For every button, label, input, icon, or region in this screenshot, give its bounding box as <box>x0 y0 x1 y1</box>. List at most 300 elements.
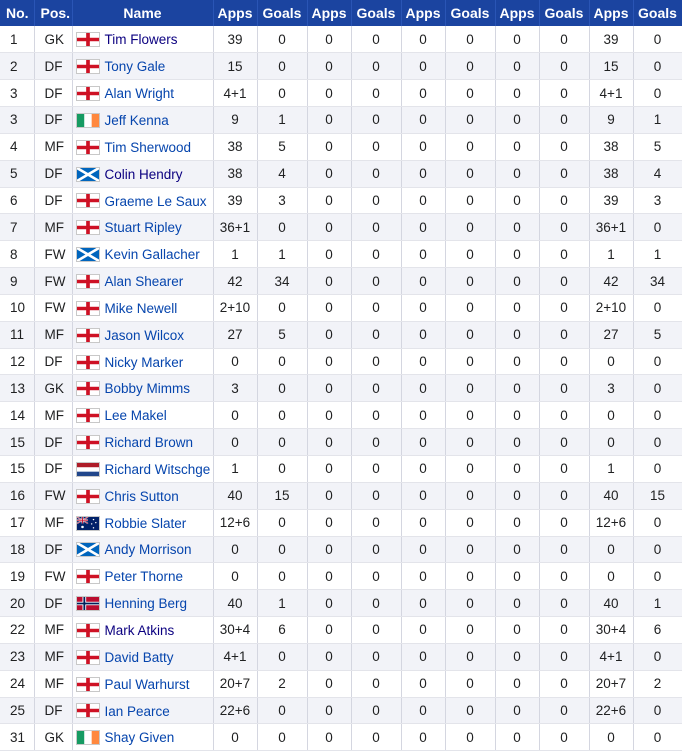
league-apps: 20+7 <box>213 670 257 697</box>
total-apps: 20+7 <box>589 670 633 697</box>
player-name-link[interactable]: Paul Warhurst <box>104 676 190 692</box>
league-apps: 2+10 <box>213 294 257 321</box>
total-goals: 0 <box>633 26 682 53</box>
total-apps: 0 <box>589 429 633 456</box>
header-league-cup-goals[interactable]: Goals <box>445 0 495 26</box>
europe-apps: 0 <box>495 133 539 160</box>
fa-cup-apps: 0 <box>307 643 351 670</box>
player-cell <box>72 375 213 402</box>
total-goals: 5 <box>633 133 682 160</box>
league-goals: 0 <box>257 536 307 563</box>
league-apps: 0 <box>213 429 257 456</box>
squad-number: 18 <box>0 536 34 563</box>
fa-cup-goals: 0 <box>351 402 401 429</box>
player-cell <box>72 26 213 53</box>
league-cup-apps: 0 <box>401 268 445 295</box>
fa-cup-apps: 0 <box>307 107 351 134</box>
squad-number: 22 <box>0 617 34 644</box>
position: DF <box>34 53 72 80</box>
fa-cup-apps: 0 <box>307 53 351 80</box>
league-cup-goals: 0 <box>445 375 495 402</box>
header-league-cup-apps[interactable]: Apps <box>401 0 445 26</box>
fa-cup-goals: 0 <box>351 643 401 670</box>
england-flag-icon[interactable] <box>76 193 100 208</box>
league-cup-goals: 0 <box>445 241 495 268</box>
league-cup-apps: 0 <box>401 590 445 617</box>
total-apps: 27 <box>589 321 633 348</box>
total-goals: 0 <box>633 563 682 590</box>
europe-apps: 0 <box>495 402 539 429</box>
player-cell <box>72 563 213 590</box>
england-flag-icon[interactable] <box>76 650 100 665</box>
total-goals: 3 <box>633 187 682 214</box>
table-row <box>0 53 682 80</box>
league-goals: 0 <box>257 348 307 375</box>
fa-cup-goals: 0 <box>351 563 401 590</box>
position: MF <box>34 402 72 429</box>
player-name-link[interactable]: Stuart Ripley <box>104 220 182 236</box>
player-cell <box>72 536 213 563</box>
league-goals: 0 <box>257 643 307 670</box>
squad-number: 23 <box>0 643 34 670</box>
squad-number: 3 <box>0 107 34 134</box>
squad-number: 20 <box>0 590 34 617</box>
fa-cup-goals: 0 <box>351 536 401 563</box>
fa-cup-apps: 0 <box>307 268 351 295</box>
fa-cup-goals: 0 <box>351 509 401 536</box>
league-cup-goals: 0 <box>445 187 495 214</box>
league-cup-apps: 0 <box>401 53 445 80</box>
england-flag-icon[interactable] <box>76 677 100 692</box>
position: MF <box>34 214 72 241</box>
scotland-flag-icon[interactable] <box>76 542 100 557</box>
league-apps: 0 <box>213 348 257 375</box>
player-cell <box>72 268 213 295</box>
europe-goals: 0 <box>539 375 589 402</box>
fa-cup-apps: 0 <box>307 482 351 509</box>
europe-goals: 0 <box>539 456 589 483</box>
table-row <box>0 697 682 724</box>
total-goals: 0 <box>633 697 682 724</box>
player-name-link[interactable]: Chris Sutton <box>104 488 179 504</box>
fa-cup-goals: 0 <box>351 724 401 751</box>
england-flag-icon[interactable] <box>76 274 100 289</box>
player-cell <box>72 348 213 375</box>
header-name[interactable]: Name <box>72 0 213 26</box>
fa-cup-apps: 0 <box>307 724 351 751</box>
player-cell <box>72 133 213 160</box>
fa-cup-apps: 0 <box>307 563 351 590</box>
table-row <box>0 509 682 536</box>
europe-goals: 0 <box>539 321 589 348</box>
league-cup-apps: 0 <box>401 456 445 483</box>
total-apps: 22+6 <box>589 697 633 724</box>
league-goals: 1 <box>257 107 307 134</box>
england-flag-icon[interactable] <box>76 569 100 584</box>
fa-cup-apps: 0 <box>307 509 351 536</box>
league-goals: 0 <box>257 429 307 456</box>
player-name-link[interactable]: Jason Wilcox <box>104 327 185 343</box>
table-row <box>0 348 682 375</box>
total-goals: 1 <box>633 107 682 134</box>
position: MF <box>34 617 72 644</box>
position: DF <box>34 80 72 107</box>
england-flag-icon[interactable] <box>76 301 100 316</box>
header-number[interactable]: No. <box>0 0 34 26</box>
australia-flag-icon[interactable] <box>76 516 100 531</box>
total-apps: 0 <box>589 724 633 751</box>
norway-flag-icon[interactable] <box>76 596 100 611</box>
fa-cup-apps: 0 <box>307 26 351 53</box>
fa-cup-apps: 0 <box>307 536 351 563</box>
europe-apps: 0 <box>495 429 539 456</box>
europe-goals: 0 <box>539 724 589 751</box>
total-apps: 9 <box>589 107 633 134</box>
table-row <box>0 80 682 107</box>
fa-cup-apps: 0 <box>307 80 351 107</box>
fa-cup-goals: 0 <box>351 429 401 456</box>
fa-cup-apps: 0 <box>307 294 351 321</box>
league-goals: 0 <box>257 724 307 751</box>
europe-goals: 0 <box>539 26 589 53</box>
player-name-link[interactable]: Tim Sherwood <box>104 139 192 155</box>
table-row <box>0 456 682 483</box>
player-name-link[interactable]: David Batty <box>104 649 174 665</box>
league-apps: 38 <box>213 160 257 187</box>
player-name-link[interactable]: Tim Flowers <box>104 32 178 48</box>
header-total-goals[interactable]: Goals <box>633 0 682 26</box>
table-body <box>0 26 682 751</box>
fa-cup-apps: 0 <box>307 214 351 241</box>
fa-cup-apps: 0 <box>307 160 351 187</box>
squad-number: 10 <box>0 294 34 321</box>
europe-apps: 0 <box>495 107 539 134</box>
league-apps: 40 <box>213 482 257 509</box>
position: MF <box>34 133 72 160</box>
player-name-link[interactable]: Tony Gale <box>104 59 166 75</box>
league-cup-apps: 0 <box>401 294 445 321</box>
table-row <box>0 482 682 509</box>
total-goals: 0 <box>633 348 682 375</box>
header-row <box>0 0 682 26</box>
player-cell <box>72 482 213 509</box>
table-row <box>0 107 682 134</box>
player-name-link[interactable]: Colin Hendry <box>104 166 183 182</box>
squad-number: 16 <box>0 482 34 509</box>
position: FW <box>34 241 72 268</box>
england-flag-icon[interactable] <box>76 32 100 47</box>
fa-cup-apps: 0 <box>307 348 351 375</box>
league-cup-goals: 0 <box>445 429 495 456</box>
total-goals: 0 <box>633 456 682 483</box>
england-flag-icon[interactable] <box>76 623 100 638</box>
league-cup-goals: 0 <box>445 456 495 483</box>
league-apps: 36+1 <box>213 214 257 241</box>
player-name-link[interactable]: Mike Newell <box>104 300 178 316</box>
europe-apps: 0 <box>495 617 539 644</box>
league-cup-goals: 0 <box>445 268 495 295</box>
player-name-link[interactable]: Alan Shearer <box>104 273 184 289</box>
league-goals: 0 <box>257 697 307 724</box>
total-goals: 5 <box>633 321 682 348</box>
league-cup-goals: 0 <box>445 160 495 187</box>
table-row <box>0 563 682 590</box>
player-name-link[interactable]: Jeff Kenna <box>104 112 169 128</box>
europe-goals: 0 <box>539 643 589 670</box>
netherlands-flag-icon[interactable] <box>76 462 100 477</box>
england-flag-icon[interactable] <box>76 220 100 235</box>
league-goals: 34 <box>257 268 307 295</box>
position: GK <box>34 375 72 402</box>
squad-number: 24 <box>0 670 34 697</box>
squad-number: 13 <box>0 375 34 402</box>
player-cell <box>72 53 213 80</box>
fa-cup-goals: 0 <box>351 26 401 53</box>
league-apps: 1 <box>213 456 257 483</box>
league-goals: 0 <box>257 402 307 429</box>
squad-number: 3 <box>0 80 34 107</box>
player-name-link[interactable]: Graeme Le Saux <box>104 193 207 209</box>
league-goals: 0 <box>257 53 307 80</box>
player-name-link[interactable]: Nicky Marker <box>104 354 184 370</box>
league-goals: 0 <box>257 214 307 241</box>
europe-goals: 0 <box>539 617 589 644</box>
header-league-goals[interactable]: Goals <box>257 0 307 26</box>
header-total-apps[interactable]: Apps <box>589 0 633 26</box>
player-cell <box>72 160 213 187</box>
europe-goals: 0 <box>539 429 589 456</box>
europe-goals: 0 <box>539 563 589 590</box>
league-cup-apps: 0 <box>401 429 445 456</box>
europe-apps: 0 <box>495 509 539 536</box>
europe-apps: 0 <box>495 697 539 724</box>
fa-cup-goals: 0 <box>351 670 401 697</box>
total-apps: 38 <box>589 133 633 160</box>
player-name-link[interactable]: Andy Morrison <box>104 542 192 558</box>
total-apps: 0 <box>589 536 633 563</box>
england-flag-icon[interactable] <box>76 489 100 504</box>
position: DF <box>34 590 72 617</box>
squad-number: 4 <box>0 133 34 160</box>
squad-number: 12 <box>0 348 34 375</box>
position: DF <box>34 107 72 134</box>
league-cup-apps: 0 <box>401 214 445 241</box>
england-flag-icon[interactable] <box>76 59 100 74</box>
position: FW <box>34 268 72 295</box>
league-apps: 1 <box>213 241 257 268</box>
player-cell <box>72 697 213 724</box>
fa-cup-apps: 0 <box>307 321 351 348</box>
position: GK <box>34 724 72 751</box>
england-flag-icon[interactable] <box>76 328 100 343</box>
europe-apps: 0 <box>495 590 539 617</box>
league-apps: 0 <box>213 563 257 590</box>
total-apps: 0 <box>589 402 633 429</box>
scotland-flag-icon[interactable] <box>76 167 100 182</box>
squad-number: 6 <box>0 187 34 214</box>
player-cell <box>72 724 213 751</box>
league-goals: 1 <box>257 241 307 268</box>
league-apps: 4+1 <box>213 80 257 107</box>
position: GK <box>34 26 72 53</box>
league-goals: 0 <box>257 294 307 321</box>
header-fa-cup-goals[interactable]: Goals <box>351 0 401 26</box>
fa-cup-goals: 0 <box>351 617 401 644</box>
squad-number: 25 <box>0 697 34 724</box>
league-apps: 42 <box>213 268 257 295</box>
total-apps: 39 <box>589 187 633 214</box>
player-cell <box>72 241 213 268</box>
fa-cup-goals: 0 <box>351 348 401 375</box>
england-flag-icon[interactable] <box>76 703 100 718</box>
position: DF <box>34 536 72 563</box>
europe-apps: 0 <box>495 160 539 187</box>
table-row <box>0 241 682 268</box>
player-name-link[interactable]: Richard Brown <box>104 435 194 451</box>
table-row <box>0 670 682 697</box>
europe-apps: 0 <box>495 268 539 295</box>
fa-cup-goals: 0 <box>351 590 401 617</box>
england-flag-icon[interactable] <box>76 86 100 101</box>
league-cup-goals: 0 <box>445 670 495 697</box>
player-name-link[interactable]: Shay Given <box>104 730 175 746</box>
player-name-link[interactable]: Lee Makel <box>104 408 167 424</box>
total-apps: 40 <box>589 482 633 509</box>
england-flag-icon[interactable] <box>76 435 100 450</box>
europe-goals: 0 <box>539 402 589 429</box>
table-row <box>0 26 682 53</box>
total-goals: 0 <box>633 294 682 321</box>
england-flag-icon[interactable] <box>76 408 100 423</box>
europe-apps: 0 <box>495 26 539 53</box>
squad-number: 7 <box>0 214 34 241</box>
header-fa-cup-apps[interactable]: Apps <box>307 0 351 26</box>
position: MF <box>34 509 72 536</box>
total-goals: 0 <box>633 509 682 536</box>
england-flag-icon[interactable] <box>76 355 100 370</box>
player-name-link[interactable]: Bobby Mimms <box>104 381 191 397</box>
league-cup-apps: 0 <box>401 402 445 429</box>
player-cell <box>72 429 213 456</box>
squad-number: 2 <box>0 53 34 80</box>
league-cup-apps: 0 <box>401 697 445 724</box>
player-name-link[interactable]: Ian Pearce <box>104 703 170 719</box>
europe-apps: 0 <box>495 348 539 375</box>
ireland-flag-icon[interactable] <box>76 113 100 128</box>
europe-apps: 0 <box>495 670 539 697</box>
fa-cup-apps: 0 <box>307 590 351 617</box>
player-name-link[interactable]: Robbie Slater <box>104 515 187 531</box>
squad-number: 1 <box>0 26 34 53</box>
scotland-flag-icon[interactable] <box>76 247 100 262</box>
position: DF <box>34 348 72 375</box>
europe-goals: 0 <box>539 294 589 321</box>
fa-cup-goals: 0 <box>351 214 401 241</box>
table-row <box>0 590 682 617</box>
total-goals: 6 <box>633 617 682 644</box>
europe-apps: 0 <box>495 294 539 321</box>
league-goals: 0 <box>257 509 307 536</box>
total-apps: 36+1 <box>589 214 633 241</box>
league-cup-apps: 0 <box>401 724 445 751</box>
fa-cup-apps: 0 <box>307 241 351 268</box>
league-apps: 0 <box>213 536 257 563</box>
squad-number: 19 <box>0 563 34 590</box>
europe-goals: 0 <box>539 160 589 187</box>
player-cell <box>72 321 213 348</box>
europe-goals: 0 <box>539 482 589 509</box>
league-cup-goals: 0 <box>445 133 495 160</box>
total-apps: 3 <box>589 375 633 402</box>
fa-cup-goals: 0 <box>351 53 401 80</box>
league-goals: 6 <box>257 617 307 644</box>
header-europe-goals[interactable]: Goals <box>539 0 589 26</box>
fa-cup-goals: 0 <box>351 268 401 295</box>
table-row <box>0 321 682 348</box>
player-cell <box>72 214 213 241</box>
total-apps: 40 <box>589 590 633 617</box>
player-name-link[interactable]: Richard Witschge <box>104 461 211 477</box>
league-cup-apps: 0 <box>401 509 445 536</box>
league-goals: 0 <box>257 375 307 402</box>
europe-goals: 0 <box>539 107 589 134</box>
player-name-link[interactable]: Peter Thorne <box>104 569 184 585</box>
league-cup-apps: 0 <box>401 375 445 402</box>
europe-goals: 0 <box>539 268 589 295</box>
europe-goals: 0 <box>539 536 589 563</box>
league-cup-apps: 0 <box>401 160 445 187</box>
fa-cup-goals: 0 <box>351 241 401 268</box>
europe-goals: 0 <box>539 80 589 107</box>
player-name-link[interactable]: Kevin Gallacher <box>104 247 200 263</box>
total-goals: 0 <box>633 643 682 670</box>
league-cup-goals: 0 <box>445 590 495 617</box>
position: FW <box>34 482 72 509</box>
header-position[interactable]: Pos. <box>34 0 72 26</box>
header-league-apps[interactable]: Apps <box>213 0 257 26</box>
fa-cup-goals: 0 <box>351 375 401 402</box>
fa-cup-goals: 0 <box>351 321 401 348</box>
league-goals: 5 <box>257 321 307 348</box>
fa-cup-apps: 0 <box>307 697 351 724</box>
fa-cup-apps: 0 <box>307 375 351 402</box>
position: MF <box>34 670 72 697</box>
england-flag-icon[interactable] <box>76 381 100 396</box>
league-goals: 2 <box>257 670 307 697</box>
table-header <box>0 0 682 26</box>
league-cup-apps: 0 <box>401 536 445 563</box>
league-goals: 5 <box>257 133 307 160</box>
europe-goals: 0 <box>539 133 589 160</box>
league-goals: 0 <box>257 563 307 590</box>
player-cell <box>72 509 213 536</box>
league-apps: 15 <box>213 53 257 80</box>
position: FW <box>34 294 72 321</box>
player-name-link[interactable]: Mark Atkins <box>104 622 175 638</box>
header-europe-apps[interactable]: Apps <box>495 0 539 26</box>
league-apps: 0 <box>213 724 257 751</box>
europe-apps: 0 <box>495 321 539 348</box>
position: DF <box>34 187 72 214</box>
player-name-link[interactable]: Henning Berg <box>104 596 188 612</box>
fa-cup-goals: 0 <box>351 160 401 187</box>
player-name-link[interactable]: Alan Wright <box>104 86 175 102</box>
england-flag-icon[interactable] <box>76 140 100 155</box>
ireland-flag-icon[interactable] <box>76 730 100 745</box>
league-goals: 3 <box>257 187 307 214</box>
table-row <box>0 268 682 295</box>
fa-cup-apps: 0 <box>307 429 351 456</box>
